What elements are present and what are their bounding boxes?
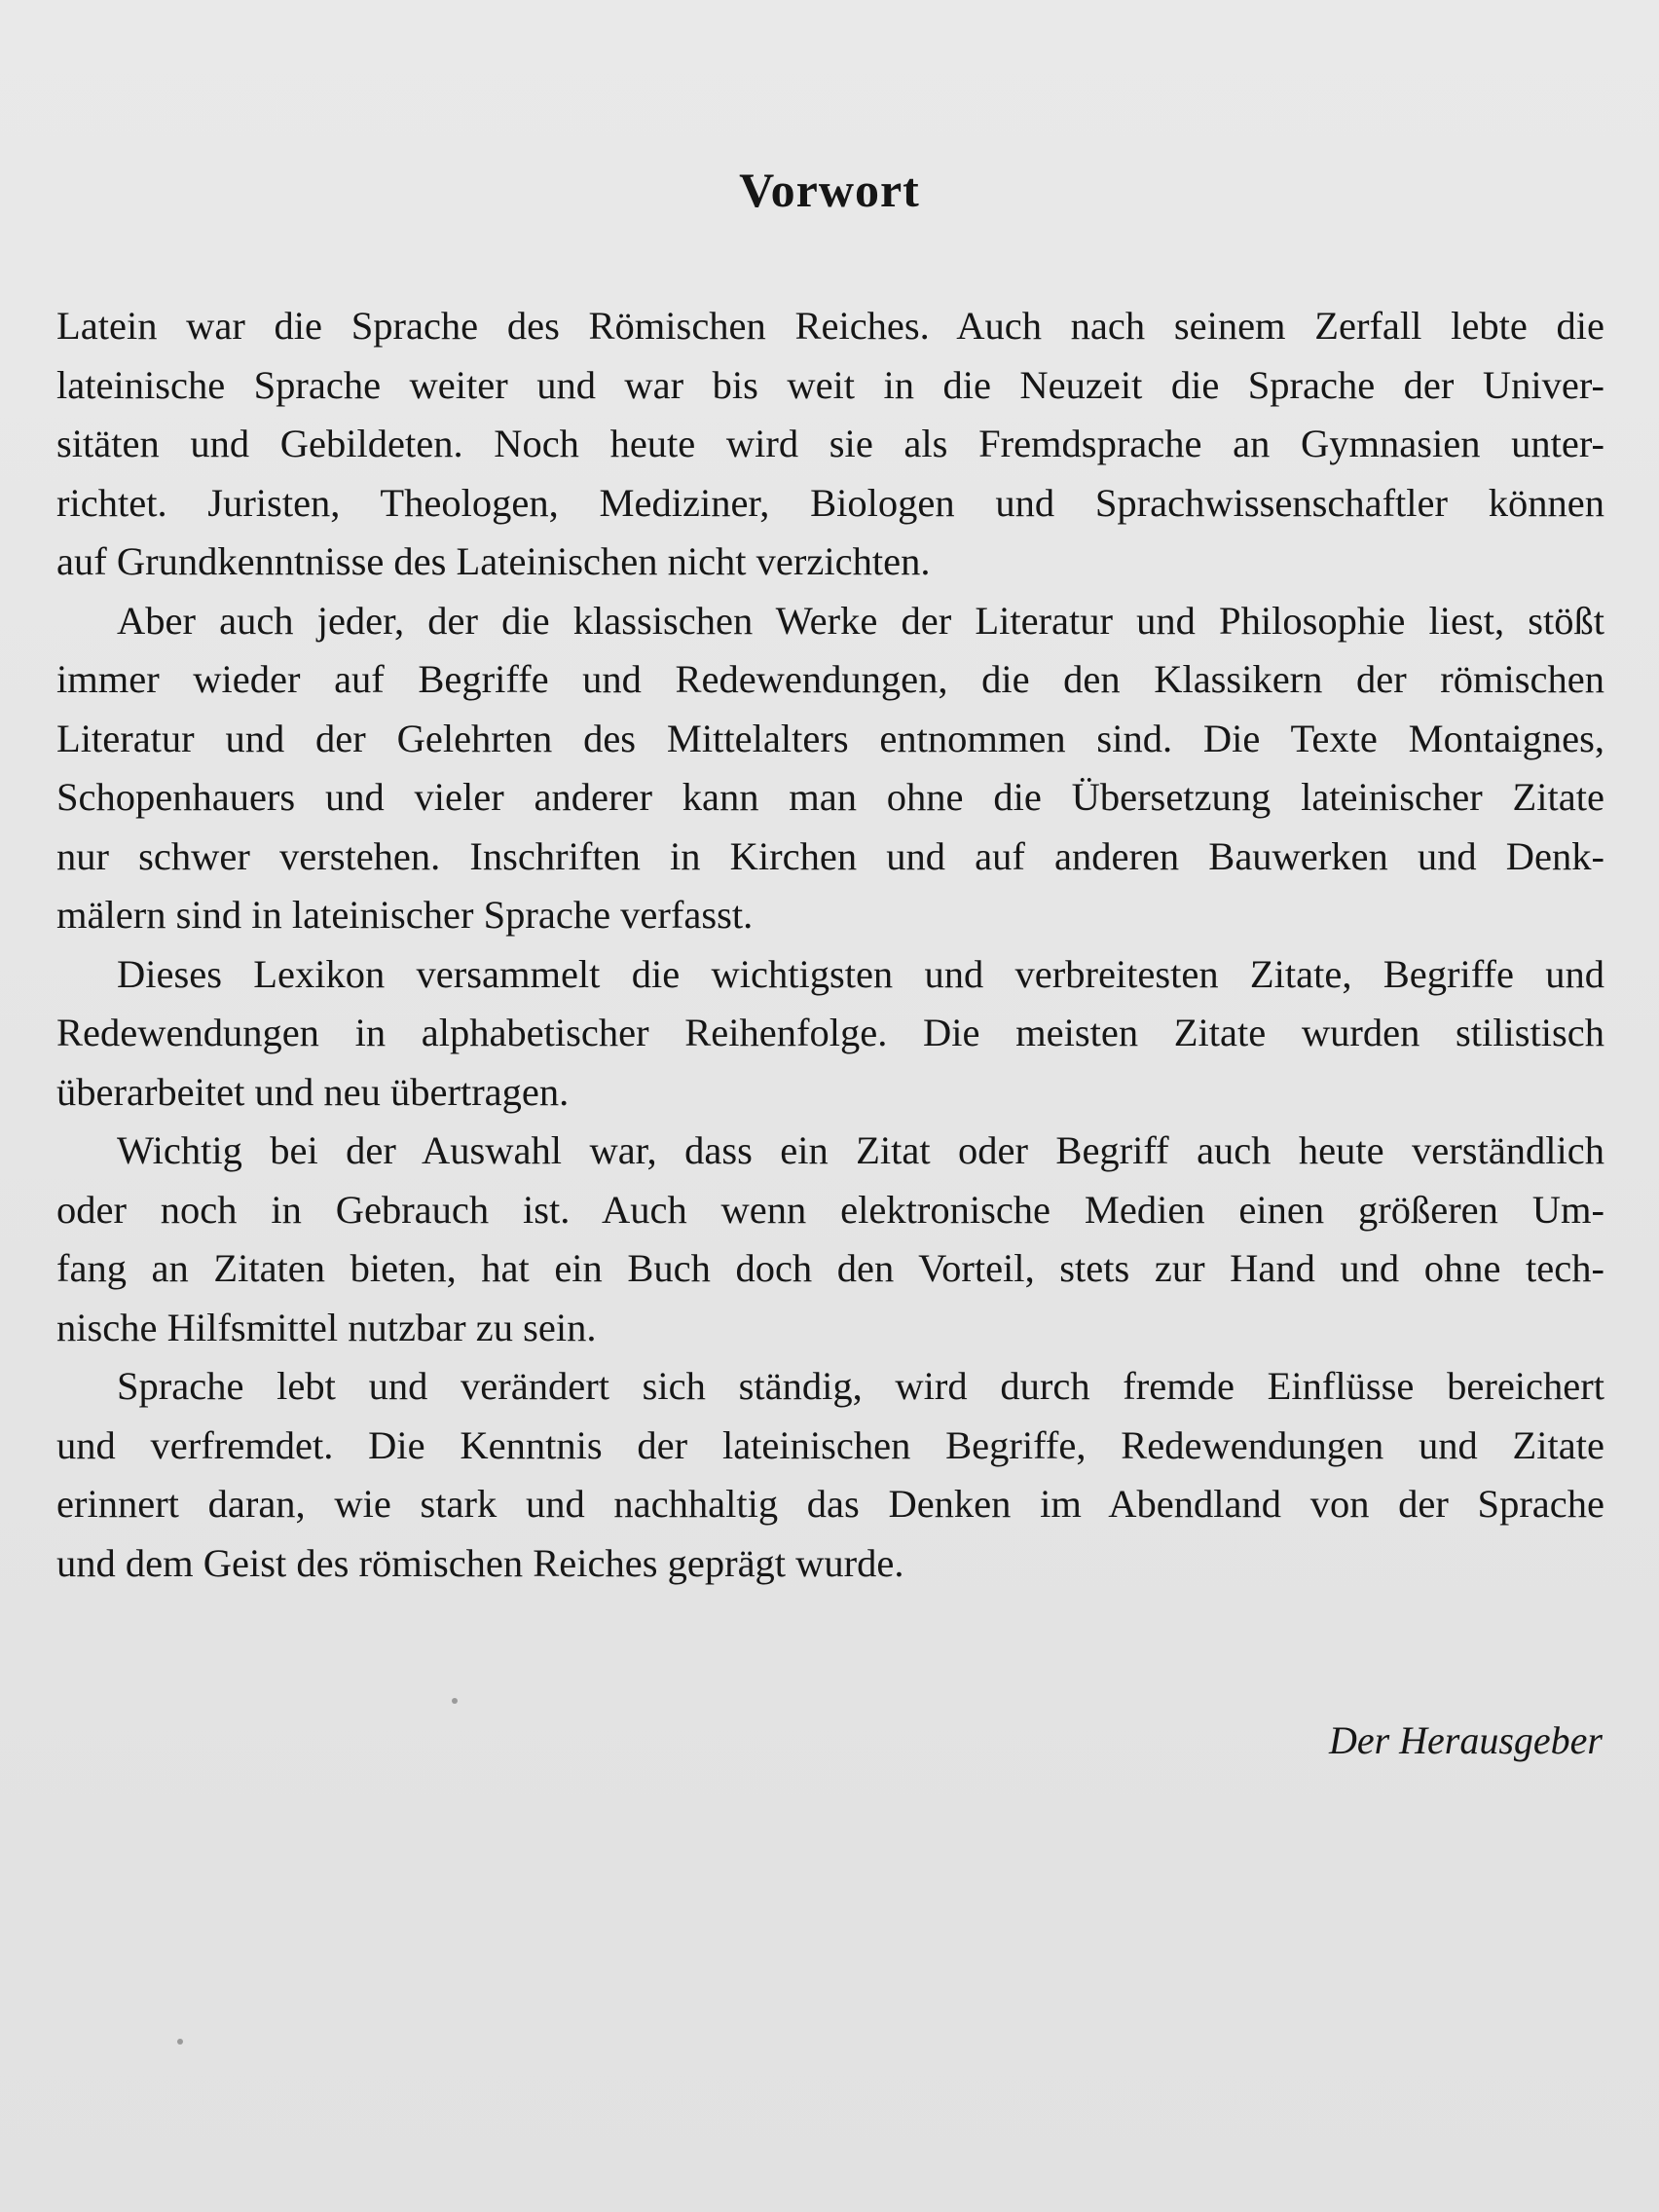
signature: Der Herausgeber xyxy=(1328,1718,1603,1762)
text-line: Aber auch jeder, der die klassischen Werke der Literatur und Philosophie liest, stößt xyxy=(117,598,1604,643)
text-line: nur schwer verstehen. Inschriften in Kirchen und auf anderen Bauwerken und Denk- xyxy=(56,833,1604,878)
text-line: Latein war die Sprache des Römischen Reiches. Auch nach seinem Zerfall lebte die xyxy=(56,304,1604,348)
text-line: und verfremdet. Die Kenntnis der lateinischen Begriffe, Redewendungen und Zitate xyxy=(56,1422,1604,1467)
text-line: fang an Zitaten bieten, hat ein Buch doch den Vorteil, stets zur Hand und ohne tech- xyxy=(56,1246,1604,1290)
text-line: Sprache lebt und verändert sich ständig, wird durch fremde Einflüsse bereichert xyxy=(117,1364,1604,1408)
text-line: lateinische Sprache weiter und war bis weit in die Neuzeit die Sprache der Univer- xyxy=(56,362,1604,407)
text-line: immer wieder auf Begriffe und Redewendungen, die den Klassikern der römischen xyxy=(56,657,1604,701)
text-line: und dem Geist des römischen Reiches geprägt wurde. xyxy=(56,1540,904,1585)
text-line: erinnert daran, wie stark und nachhaltig das Denken im Abendland von der Sprache xyxy=(56,1482,1604,1526)
text-line: auf Grundkenntnisse des Lateinischen nicht verzichten. xyxy=(56,539,931,583)
text-line: überarbeitet und neu übertragen. xyxy=(56,1069,570,1114)
page-title: Vorwort xyxy=(739,163,920,217)
text-line: mälern sind in lateinischer Sprache verfasst. xyxy=(56,893,754,937)
paper-speck xyxy=(452,1698,458,1704)
text-line: Dieses Lexikon versammelt die wichtigsten und verbreitesten Zitate, Begriffe und xyxy=(117,951,1604,996)
text-line: richtet. Juristen, Theologen, Mediziner, Biologen und Sprachwissenschaftler können xyxy=(56,480,1604,525)
text-line: Schopenhauers und vieler anderer kann man ohne die Übersetzung lateinischer Zitate xyxy=(56,775,1604,819)
text-line: sitäten und Gebildeten. Noch heute wird sie als Fremdsprache an Gymnasien unter- xyxy=(56,422,1604,465)
text-line: oder noch in Gebrauch ist. Auch wenn elektronische Medien einen größeren Um- xyxy=(56,1187,1604,1232)
paper-speck xyxy=(177,2039,183,2045)
text-line: Redewendungen in alphabetischer Reihenfolge. Die meisten Zitate wurden stilistisch xyxy=(56,1011,1604,1054)
text-line: Literatur und der Gelehrten des Mittelalters entnommen sind. Die Texte Montaignes, xyxy=(56,716,1604,760)
text-line: Wichtig bei der Auswahl war, dass ein Zitat oder Begriff auch heute verständlich xyxy=(117,1128,1604,1172)
preface-text xyxy=(56,297,1604,1593)
text-line: nische Hilfsmittel nutzbar zu sein. xyxy=(56,1305,597,1349)
